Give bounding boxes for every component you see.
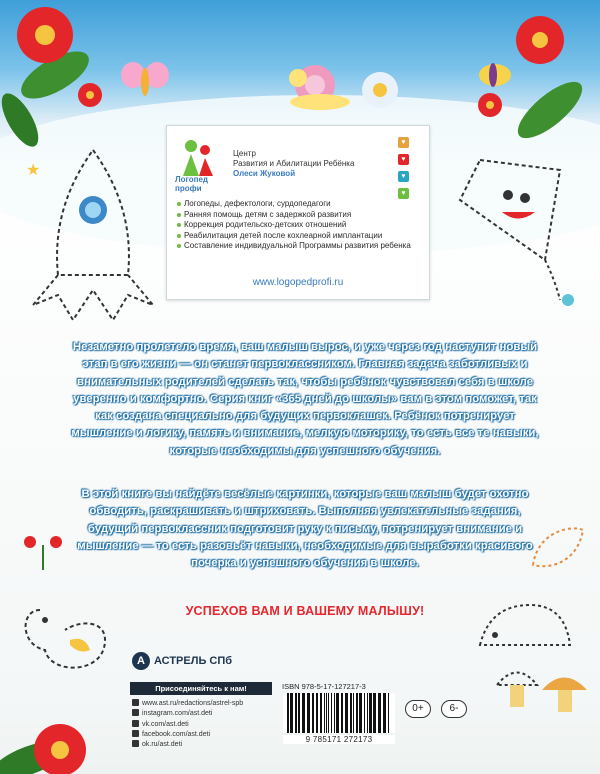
barcode-bar <box>287 693 289 733</box>
barcode-bar <box>334 693 335 733</box>
barcode-number: 9 785171 272173 <box>283 735 395 744</box>
heart-icon: ♥ <box>398 154 409 165</box>
join-us-banner: Присоединяйтесь к нам! <box>130 682 272 695</box>
berry-sprig-illustration <box>18 530 68 570</box>
heart-icon: ♥ <box>398 188 409 199</box>
list-item: Коррекция родительско-детских отношений <box>177 220 422 231</box>
services-list <box>177 199 422 252</box>
barcode-bar <box>373 693 376 733</box>
center-info-card <box>166 125 430 300</box>
slogan: УСПЕХОВ ВАМ И ВАШЕМУ МАЛЫШУ! <box>185 604 425 618</box>
barcode-bar <box>302 693 305 733</box>
intro-paragraph: Незаметно пролетело время, ваш малыш вырос, и уже через год наступит новый этап в его жизни — он станет первоклассником. Главная задача заботливых и внимательных родителей сделать так, чтобы ребёнок чувствовал себя в школе уверенно и комфортно. Серия книг «365 дней до школы» вам в этом поможет, так как создана специально для будущих первоклашек. Ребёнок потренирует мышление и логику, память и внимание, мелкую моторику, то есть все те навыки, которые необходимы для успешного обучения. <box>71 341 539 457</box>
link-row[interactable]: ok.ru/ast.deti <box>132 740 243 750</box>
barcode-bar <box>331 693 332 733</box>
center-subtitle: Развития и Абилитации Ребёнка <box>233 159 355 168</box>
barcode-bar <box>378 693 381 733</box>
barcode-bar <box>295 693 297 733</box>
butterfly-illustration <box>120 60 170 105</box>
barcode-bar <box>312 693 314 733</box>
center-name: Олеси Жуковой <box>233 169 296 178</box>
barcode-bar <box>345 693 348 733</box>
instagram-icon <box>132 709 139 716</box>
barcode-bar <box>367 693 368 733</box>
side-icons <box>398 137 409 205</box>
globe-icon <box>132 699 139 706</box>
barcode-bar <box>369 693 372 733</box>
link-row[interactable]: facebook.com/ast.deti <box>132 730 243 740</box>
barcode-bar <box>320 693 322 733</box>
kite-tracing-illustration <box>440 140 590 320</box>
list-item: Составление индивидуальной Программы развития ребенка <box>177 241 422 252</box>
barcode-bar <box>350 693 352 733</box>
list-item: Ранняя помощь детям с задержкой развития <box>177 210 422 221</box>
barcode-bar <box>341 693 343 733</box>
barcode-bar <box>353 693 354 733</box>
barcode-bar <box>383 693 386 733</box>
website-link[interactable]: www.logopedprofi.ru <box>252 277 344 288</box>
age-rating-badge: 0+ <box>405 700 431 718</box>
rocket-tracing-illustration <box>18 145 168 330</box>
logo-text: Логопед профи <box>175 175 208 193</box>
center-title: Центр <box>233 149 256 158</box>
vk-icon <box>132 720 139 727</box>
flowers-top-right-illustration <box>470 0 600 150</box>
facebook-icon <box>132 730 139 737</box>
barcode-bar <box>328 693 329 733</box>
barcode-bar <box>359 693 362 733</box>
barcode-bar <box>388 693 389 733</box>
mushrooms-tracing-illustration <box>492 660 592 735</box>
barcode-bar <box>324 693 325 733</box>
barcode-bar <box>326 693 327 733</box>
barcode-bar <box>356 693 358 733</box>
barcode-bar <box>336 693 339 733</box>
barcode-bar <box>364 693 365 733</box>
barcode-bar <box>307 693 310 733</box>
publisher-name: АСТРЕЛЬ СПб <box>154 655 233 667</box>
link-row[interactable]: www.ast.ru/redactions/astrel-spb <box>132 699 243 709</box>
social-links <box>132 699 243 750</box>
flower-bottom-left-illustration <box>0 690 120 774</box>
barcode-bar <box>316 693 318 733</box>
book-description-paragraph: В этой книге вы найдёте весёлые картинки, которые ваш малыш будет охотно обводить, раскрашивать и штриховать. Выполняя увлекательные задания, будущий первоклассник подготовит руку к письму, потренирует внимание и мышление — то есть разовьёт навыки, необходимые для выработки красивого почерка и успешного обучения в школе. <box>77 488 533 570</box>
hedgehog-tracing-illustration <box>470 595 580 655</box>
flowers-top-left-illustration <box>0 0 120 150</box>
logoped-profi-logo-icon <box>177 136 217 178</box>
heart-icon: ♥ <box>398 171 409 182</box>
isbn-text: ISBN 978-5-17-127217-3 <box>282 682 366 691</box>
heart-icon: ♥ <box>398 137 409 148</box>
barcode-bar <box>290 693 293 733</box>
publisher-logo <box>132 652 232 670</box>
age-rating-badge: 6- <box>441 700 467 718</box>
link-row[interactable]: instagram.com/ast.deti <box>132 709 243 719</box>
center-title-block <box>233 149 354 179</box>
ok-icon <box>132 740 139 747</box>
svg-text:★: ★ <box>26 162 41 179</box>
snail-and-flower-illustration <box>270 40 410 120</box>
barcode-icon <box>283 693 395 733</box>
link-row[interactable]: vk.com/ast.deti <box>132 720 243 730</box>
astrel-logo-icon: A <box>132 652 150 670</box>
list-item: Логопеды, дефектологи, сурдопедагоги <box>177 199 422 210</box>
barcode-bar <box>298 693 300 733</box>
chick-tracing-illustration <box>10 590 120 680</box>
list-item: Реабилитация детей после кохлеарной имплантации <box>177 231 422 242</box>
